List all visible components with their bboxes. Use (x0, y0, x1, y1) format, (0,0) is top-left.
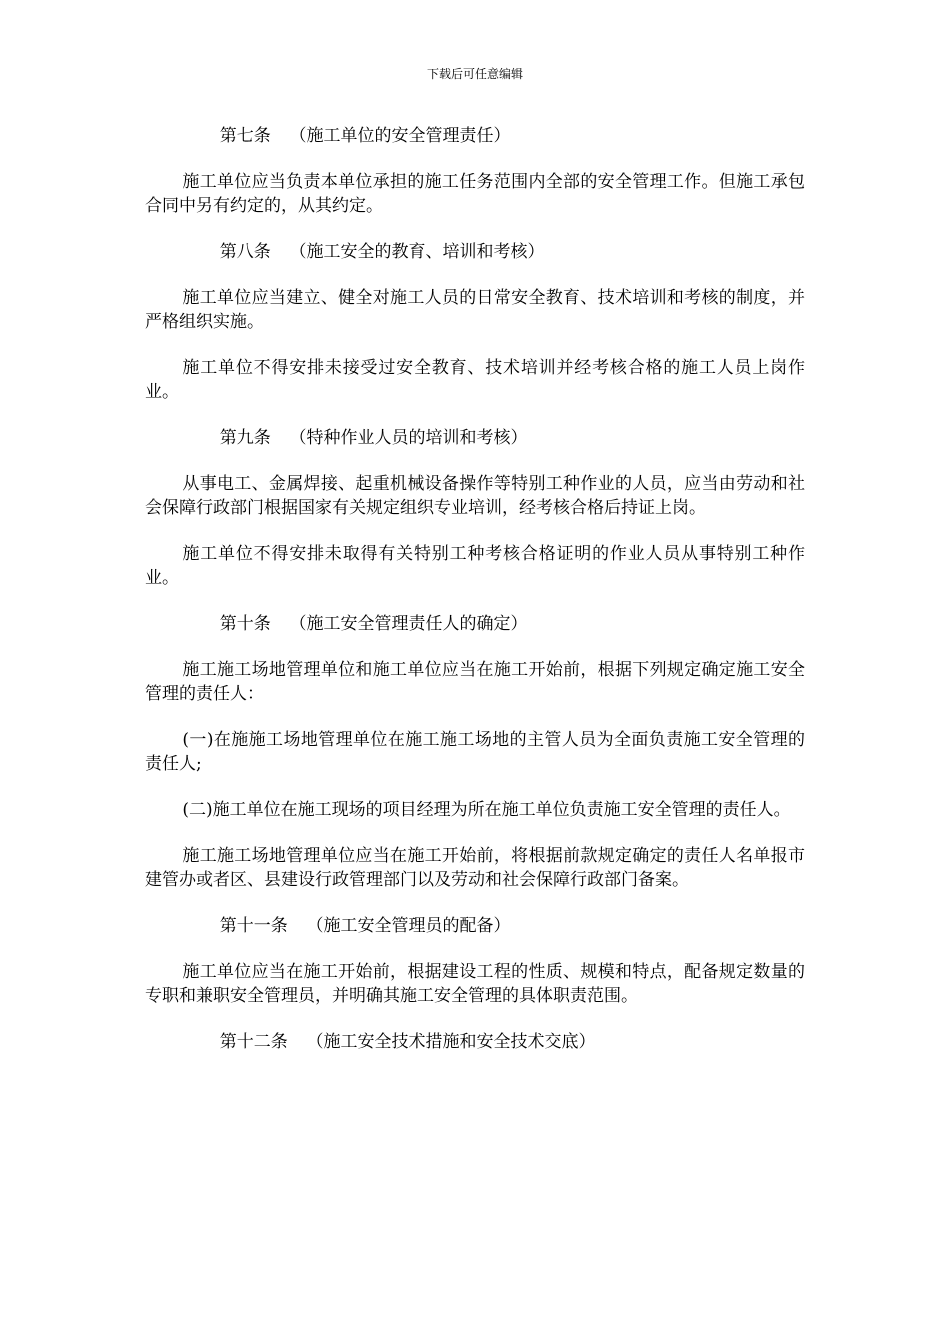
article-number: 第八条 (219, 242, 271, 262)
document-body (145, 124, 805, 1076)
paragraph: 施工单位应当建立、健全对施工人员的日常安全教育、技术培训和考核的制度，并严格组织实施。 (145, 288, 805, 332)
paragraph: 施工施工场地管理单位应当在施工开始前，将根据前款规定确定的责任人名单报市建管办或者区、县建设行政管理部门以及劳动和社会保障行政部门备案。 (145, 846, 805, 890)
paragraph: 施工单位应当负责本单位承担的施工任务范围内全部的安全管理工作。但施工承包合同中另有约定的，从其约定。 (145, 172, 805, 216)
article-heading (145, 612, 805, 636)
article-number: 第十二条 (219, 1032, 288, 1052)
article-title: （施工单位的安全管理责任） (289, 126, 511, 146)
paragraph: 施工单位不得安排未取得有关特别工种考核合格证明的作业人员从事特别工种作业。 (145, 544, 805, 588)
article-title: （施工安全技术措施和安全技术交底） (306, 1032, 596, 1052)
paragraph: 从事电工、金属焊接、起重机械设备操作等特别工种作业的人员，应当由劳动和社会保障行政部门根据国家有关规定组织专业培训，经考核合格后持证上岗。 (145, 474, 805, 518)
article-title: （施工安全的教育、培训和考核） (289, 242, 545, 262)
article-heading (145, 426, 805, 450)
article-title: （特种作业人员的培训和考核） (289, 428, 528, 448)
article-title: （施工安全管理责任人的确定） (289, 614, 528, 634)
article-number: 第十条 (219, 614, 271, 634)
article-heading (145, 914, 805, 938)
paragraph: 施工单位应当在施工开始前，根据建设工程的性质、规模和特点，配备规定数量的专职和兼职安全管理员，并明确其施工安全管理的具体职责范围。 (145, 962, 805, 1006)
paragraph: 施工施工场地管理单位和施工单位应当在施工开始前，根据下列规定确定施工安全管理的责任人： (145, 660, 805, 704)
article-number: 第十一条 (219, 916, 288, 936)
paragraph: 施工单位不得安排未接受过安全教育、技术培训并经考核合格的施工人员上岗作业。 (145, 358, 805, 402)
article-heading (145, 1030, 805, 1054)
article-number: 第九条 (219, 428, 271, 448)
article-heading (145, 124, 805, 148)
list-item: (一)在施施工场地管理单位在施工施工场地的主管人员为全面负责施工安全管理的责任人; (145, 730, 805, 774)
article-heading (145, 240, 805, 264)
article-title: （施工安全管理员的配备） (306, 916, 511, 936)
list-item: (二)施工单位在施工现场的项目经理为所在施工单位负责施工安全管理的责任人。 (182, 800, 791, 820)
article-number: 第七条 (219, 126, 271, 146)
page-header-note: 下载后可任意编辑 (426, 67, 523, 81)
